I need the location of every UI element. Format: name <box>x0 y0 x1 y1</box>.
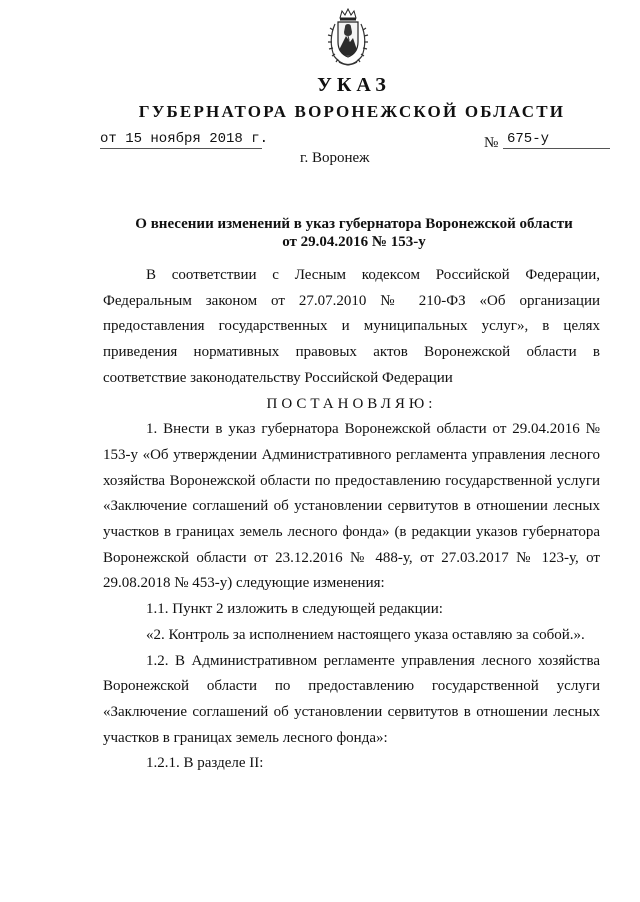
decree-number: 675-у <box>503 131 610 149</box>
document-title: УКАЗ <box>317 74 391 96</box>
document-subtitle: ГУБЕРНАТОРА ВОРОНЕЖСКОЙ ОБЛАСТИ <box>138 102 566 121</box>
clause-1-2: 1.2. В Административном регламенте управления лесного хозяйства Воронежской области по предоставлению государственной услуги «Заключение соглашений об установлении сервитутов в отношении лесных участков в границах земель лесного фонда»: <box>103 652 600 746</box>
coat-of-arms-emblem <box>325 8 371 68</box>
number-sign: № <box>484 135 499 151</box>
city-name: г. Воронеж <box>300 150 370 166</box>
decree-subject <box>105 215 603 251</box>
clause-1-2-1: 1.2.1. В разделе II: <box>146 755 264 772</box>
decree-date: от 15 ноября 2018 г. <box>100 131 269 147</box>
clause-1-1-quote: «2. Контроль за исполнением настоящего указа оставляю за собой.». <box>146 626 585 643</box>
clause-1-1: 1.1. Пункт 2 изложить в следующей редакции: <box>146 601 443 618</box>
document-body <box>103 263 600 777</box>
preamble-paragraph: В соответствии с Лесным кодексом Российской Федерации, Федеральным законом от 27.07.2010 № 210-ФЗ «Об организации предоставления государственных и муниципальных услуг», в целях приведения нормативных правовых актов Воронежской области в соответствие законодательству Российской Федерации <box>103 267 600 386</box>
decree-keyword: ПОСТАНОВЛЯЮ: <box>266 395 437 412</box>
clause-1: 1. Внести в указ губернатора Воронежской области от 29.04.2016 № 153-у «Об утверждении Административного регламента управления лесного хозяйства Воронежской области по предоставлению государственной услуги «Заключение соглашений об установлении сервитутов в отношении лесных участков в границах земель лесного фонда» (в редакции указов губернатора Воронежской области от 23.12.2016 № 488-у, от 27.03.2017 № 123-у, от 29.08.2018 № 453-у) следующие изменения: <box>103 421 600 592</box>
subject-line-2: от 29.04.2016 № 153-у <box>282 234 426 250</box>
subject-line-1: О внесении изменений в указ губернатора Воронежской области <box>135 216 573 232</box>
